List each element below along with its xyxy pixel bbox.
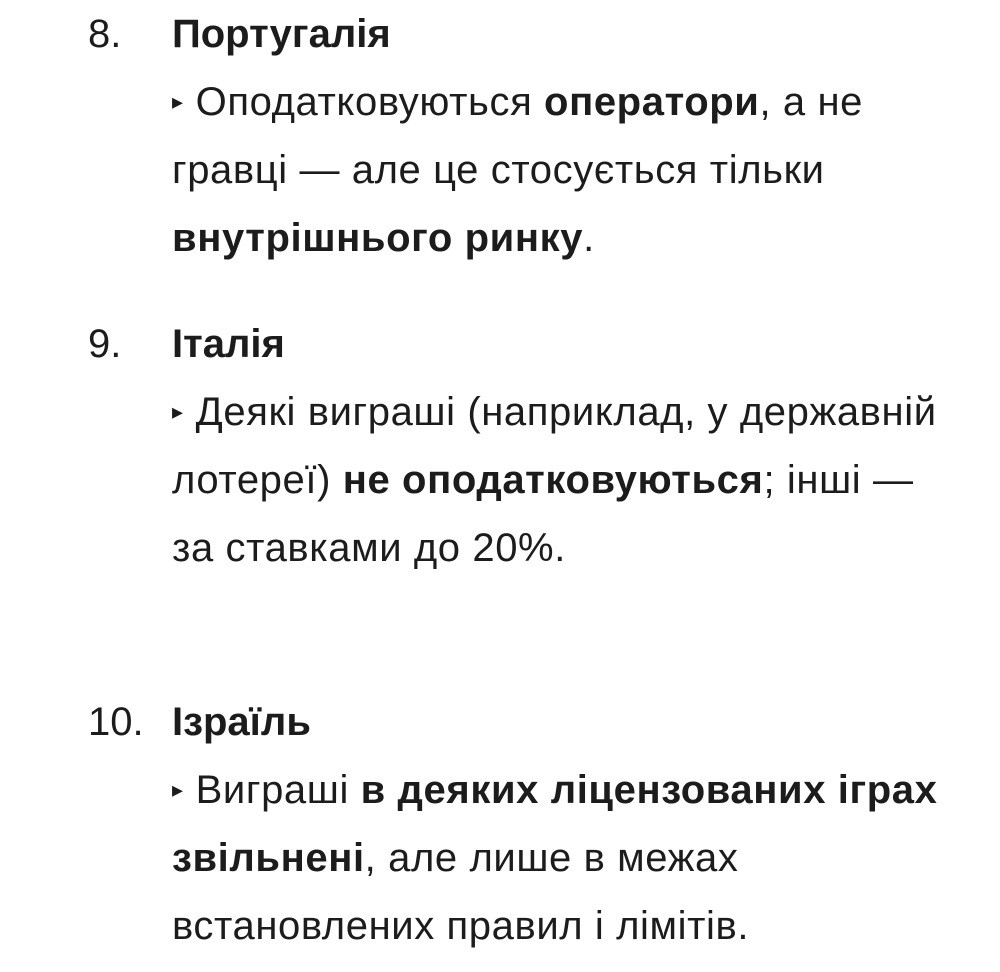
list-item-description	[172, 756, 962, 960]
list-item-number: 8.	[88, 12, 122, 56]
country-heading: Ізраїль	[172, 700, 311, 744]
description-text: , але лише в межах встановлених правил і лімітів.	[172, 836, 750, 948]
triangle-bullet-icon: ▸	[172, 777, 184, 802]
description-bold-text: внутрішнього ринку	[172, 216, 584, 260]
description-text: Деякі виграші (наприклад, у державній лотереї)	[172, 390, 937, 502]
list-item-number: 10.	[88, 700, 144, 744]
description-text: ; інші — за ставками до 20%.	[172, 458, 914, 570]
description-text: Виграші	[195, 768, 361, 812]
list-item-description	[172, 68, 962, 272]
description-bold-text: оператори	[544, 80, 760, 124]
description-text: Оподатковуються	[195, 80, 545, 124]
list-item-number: 9.	[88, 322, 122, 366]
description-text: , а не гравці — але це стосується тільки	[172, 80, 864, 192]
country-heading: Італія	[172, 322, 285, 366]
description-bold-text: в деяких ліцензованих іграх звільнені	[172, 768, 938, 880]
list-item-description	[172, 378, 962, 582]
triangle-bullet-icon: ▸	[172, 399, 184, 424]
triangle-bullet-icon: ▸	[172, 89, 184, 114]
country-heading: Португалія	[172, 12, 391, 56]
description-text: .	[583, 216, 595, 260]
description-bold-text: не оподатковуються	[342, 458, 764, 502]
